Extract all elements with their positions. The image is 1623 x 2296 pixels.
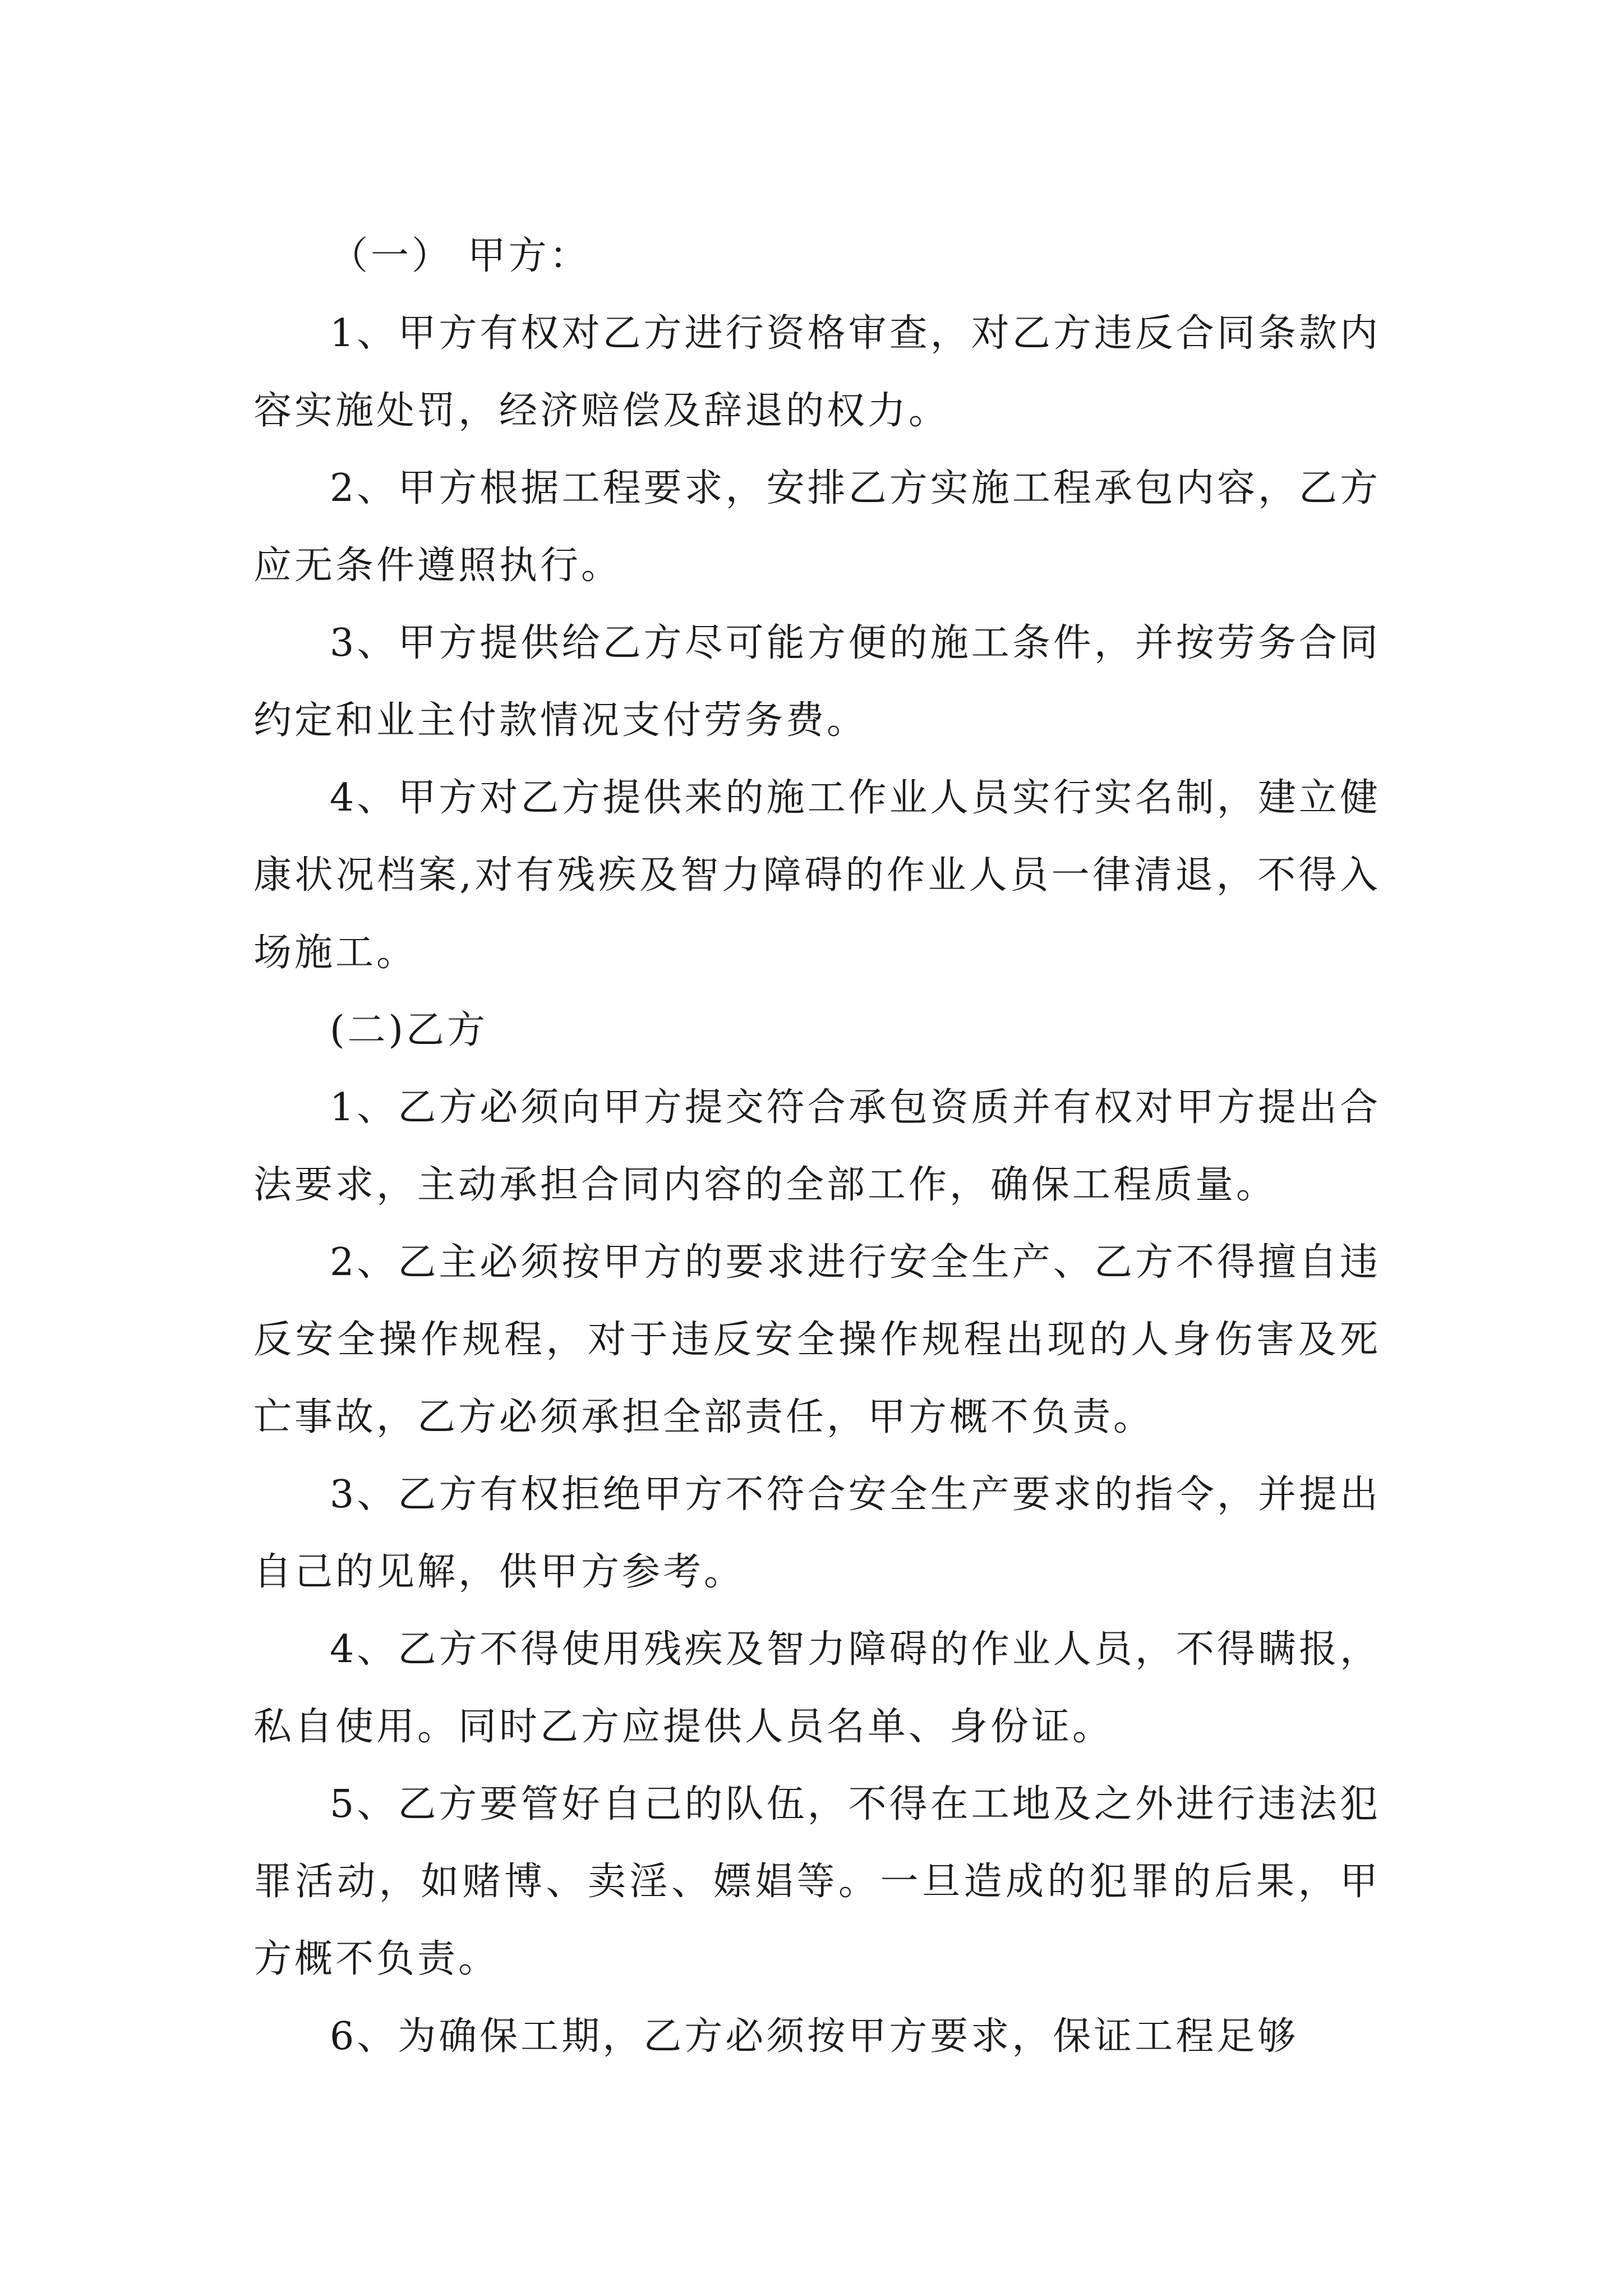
paragraph: 3、甲方提供给乙方尽可能方便的施工条件，并按劳务合同约定和业主付款情况支付劳务费。 <box>253 621 1381 743</box>
paragraph: 2、乙主必须按甲方的要求进行安全生产、乙方不得擅自违反安全操作规程，对于违反安全操作规程出现的人身伤害及死亡事故，乙方必须承担全部责任，甲方概不负责。 <box>253 1240 1381 1439</box>
paragraph: 3、乙方有权拒绝甲方不符合安全生产要求的指令，并提出自己的见解，供甲方参考。 <box>253 1473 1381 1594</box>
paragraph: 6、为确保工期，乙方必须按甲方要求，保证工程足够 <box>330 2014 1299 2059</box>
paragraph: 4、乙方不得使用残疾及智力障碍的作业人员，不得瞒报，私自使用。同时乙方应提供人员名单、身份证。 <box>253 1627 1381 1749</box>
paragraph: 1、乙方必须向甲方提交符合承包资质并有权对甲方提出合法要求，主动承担合同内容的全部工作，确保工程质量。 <box>253 1085 1381 1207</box>
paragraph: 2、甲方根据工程要求，安排乙方实施工程承包内容，乙方应无条件遵照执行。 <box>253 466 1381 588</box>
section-heading-party-b: (二)乙方 <box>330 1008 488 1052</box>
paragraph: 5、乙方要管好自己的队伍，不得在工地及之外进行违法犯罪活动，如赌博、卖淫、嫖娼等。一旦造成的犯罪的后果，甲方概不负责。 <box>253 1782 1381 1981</box>
paragraph: 4、甲方对乙方提供来的施工作业人员实行实名制，建立健康状况档案,对有残疾及智力障碍的作业人员一律清退，不得入场施工。 <box>253 776 1381 975</box>
document-body <box>253 218 1381 2076</box>
paragraph: 1、甲方有权对乙方进行资格审查，对乙方违反合同条款内容实施处罚，经济赔偿及辞退的权力。 <box>253 311 1381 433</box>
section-heading-party-a: （一） 甲方： <box>330 234 591 278</box>
